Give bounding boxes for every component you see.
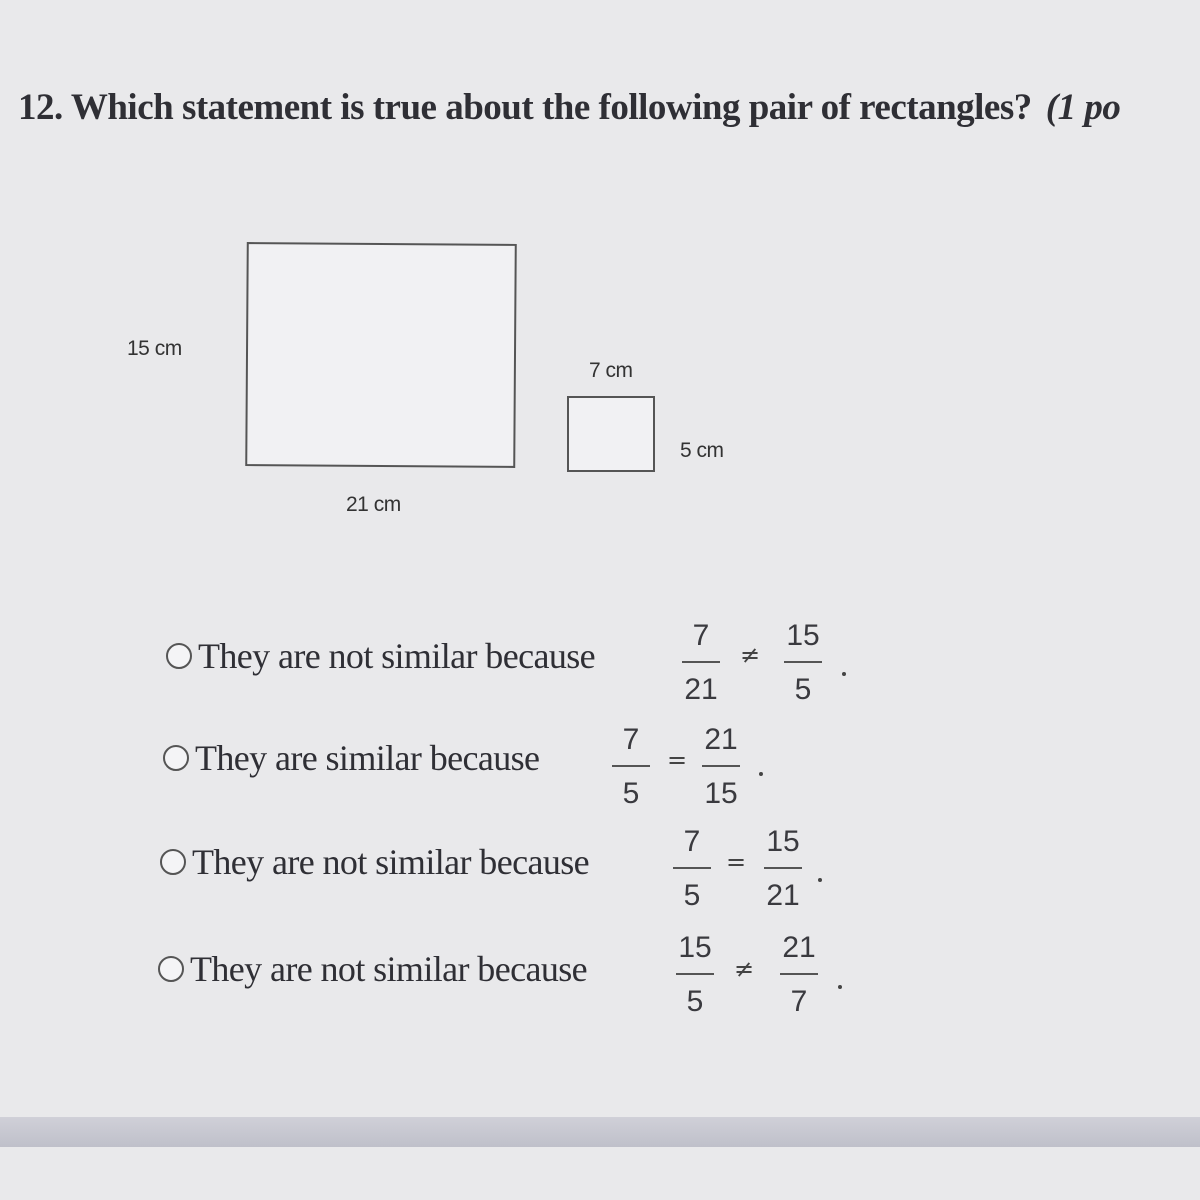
period-mark: [842, 672, 846, 676]
numerator: 21: [704, 723, 738, 756]
question-points: (1 po: [1045, 87, 1121, 128]
small-rect-width-label: 7 cm: [589, 359, 633, 382]
fraction-bar: [682, 661, 720, 663]
period-mark: [818, 878, 822, 882]
option-1-rhs-fraction: [784, 621, 822, 705]
option-text: They are similar because: [195, 738, 540, 778]
denominator: 21: [684, 673, 718, 706]
answer-option-1[interactable]: [166, 616, 595, 696]
question-heading: [18, 86, 1200, 129]
numerator: 15: [786, 619, 820, 652]
fraction-bar: [673, 867, 711, 869]
option-3-lhs-fraction: [673, 827, 711, 911]
denominator: 7: [790, 985, 808, 1018]
answer-option-3[interactable]: [160, 822, 589, 902]
denominator: 5: [683, 879, 701, 912]
numerator: 21: [782, 931, 816, 964]
option-4-rhs-fraction: [780, 933, 818, 1017]
option-3-relation: =: [726, 848, 747, 876]
fraction-bar: [702, 765, 740, 767]
numerator: 7: [683, 825, 701, 858]
option-2-rhs-fraction: [702, 725, 740, 809]
large-rectangle: [245, 242, 517, 468]
numerator: 7: [692, 619, 710, 652]
small-rect-height-label: 5 cm: [680, 439, 724, 462]
fraction-bar: [784, 661, 822, 663]
period-mark: [759, 772, 763, 776]
option-4-relation: ≠: [734, 955, 755, 983]
numerator: 7: [622, 723, 640, 756]
period-mark: [838, 985, 842, 989]
option-2-relation: =: [667, 746, 688, 774]
option-1-lhs-fraction: [682, 621, 720, 705]
fraction-bar: [612, 765, 650, 767]
option-4-lhs-fraction: [676, 933, 714, 1017]
radio-button-icon[interactable]: [163, 745, 189, 771]
denominator: 5: [794, 673, 812, 706]
fraction-bar: [780, 973, 818, 975]
question-text: 12. Which statement is true about the following pair of rectangles?: [18, 87, 1032, 128]
option-text: They are not similar because: [190, 949, 588, 989]
denominator: 5: [622, 777, 640, 810]
radio-button-icon[interactable]: [158, 956, 184, 982]
option-3-rhs-fraction: [764, 827, 802, 911]
denominator: 21: [766, 879, 800, 912]
large-rect-height-label: 15 cm: [127, 337, 182, 360]
numerator: 15: [766, 825, 800, 858]
fraction-bar: [676, 973, 714, 975]
radio-button-icon[interactable]: [166, 643, 192, 669]
option-text: They are not similar because: [192, 842, 590, 882]
large-rect-width-label: 21 cm: [346, 493, 401, 516]
bottom-toolbar-strip: [0, 1117, 1200, 1147]
fraction-bar: [764, 867, 802, 869]
option-text: They are not similar because: [198, 636, 596, 676]
denominator: 15: [704, 777, 738, 810]
option-1-relation: ≠: [740, 641, 761, 669]
option-2-lhs-fraction: [612, 725, 650, 809]
denominator: 5: [686, 985, 704, 1018]
small-rectangle: [567, 396, 655, 472]
radio-button-icon[interactable]: [160, 849, 186, 875]
answer-option-2[interactable]: [163, 718, 539, 798]
numerator: 15: [678, 931, 712, 964]
answer-option-4[interactable]: [158, 929, 587, 1009]
